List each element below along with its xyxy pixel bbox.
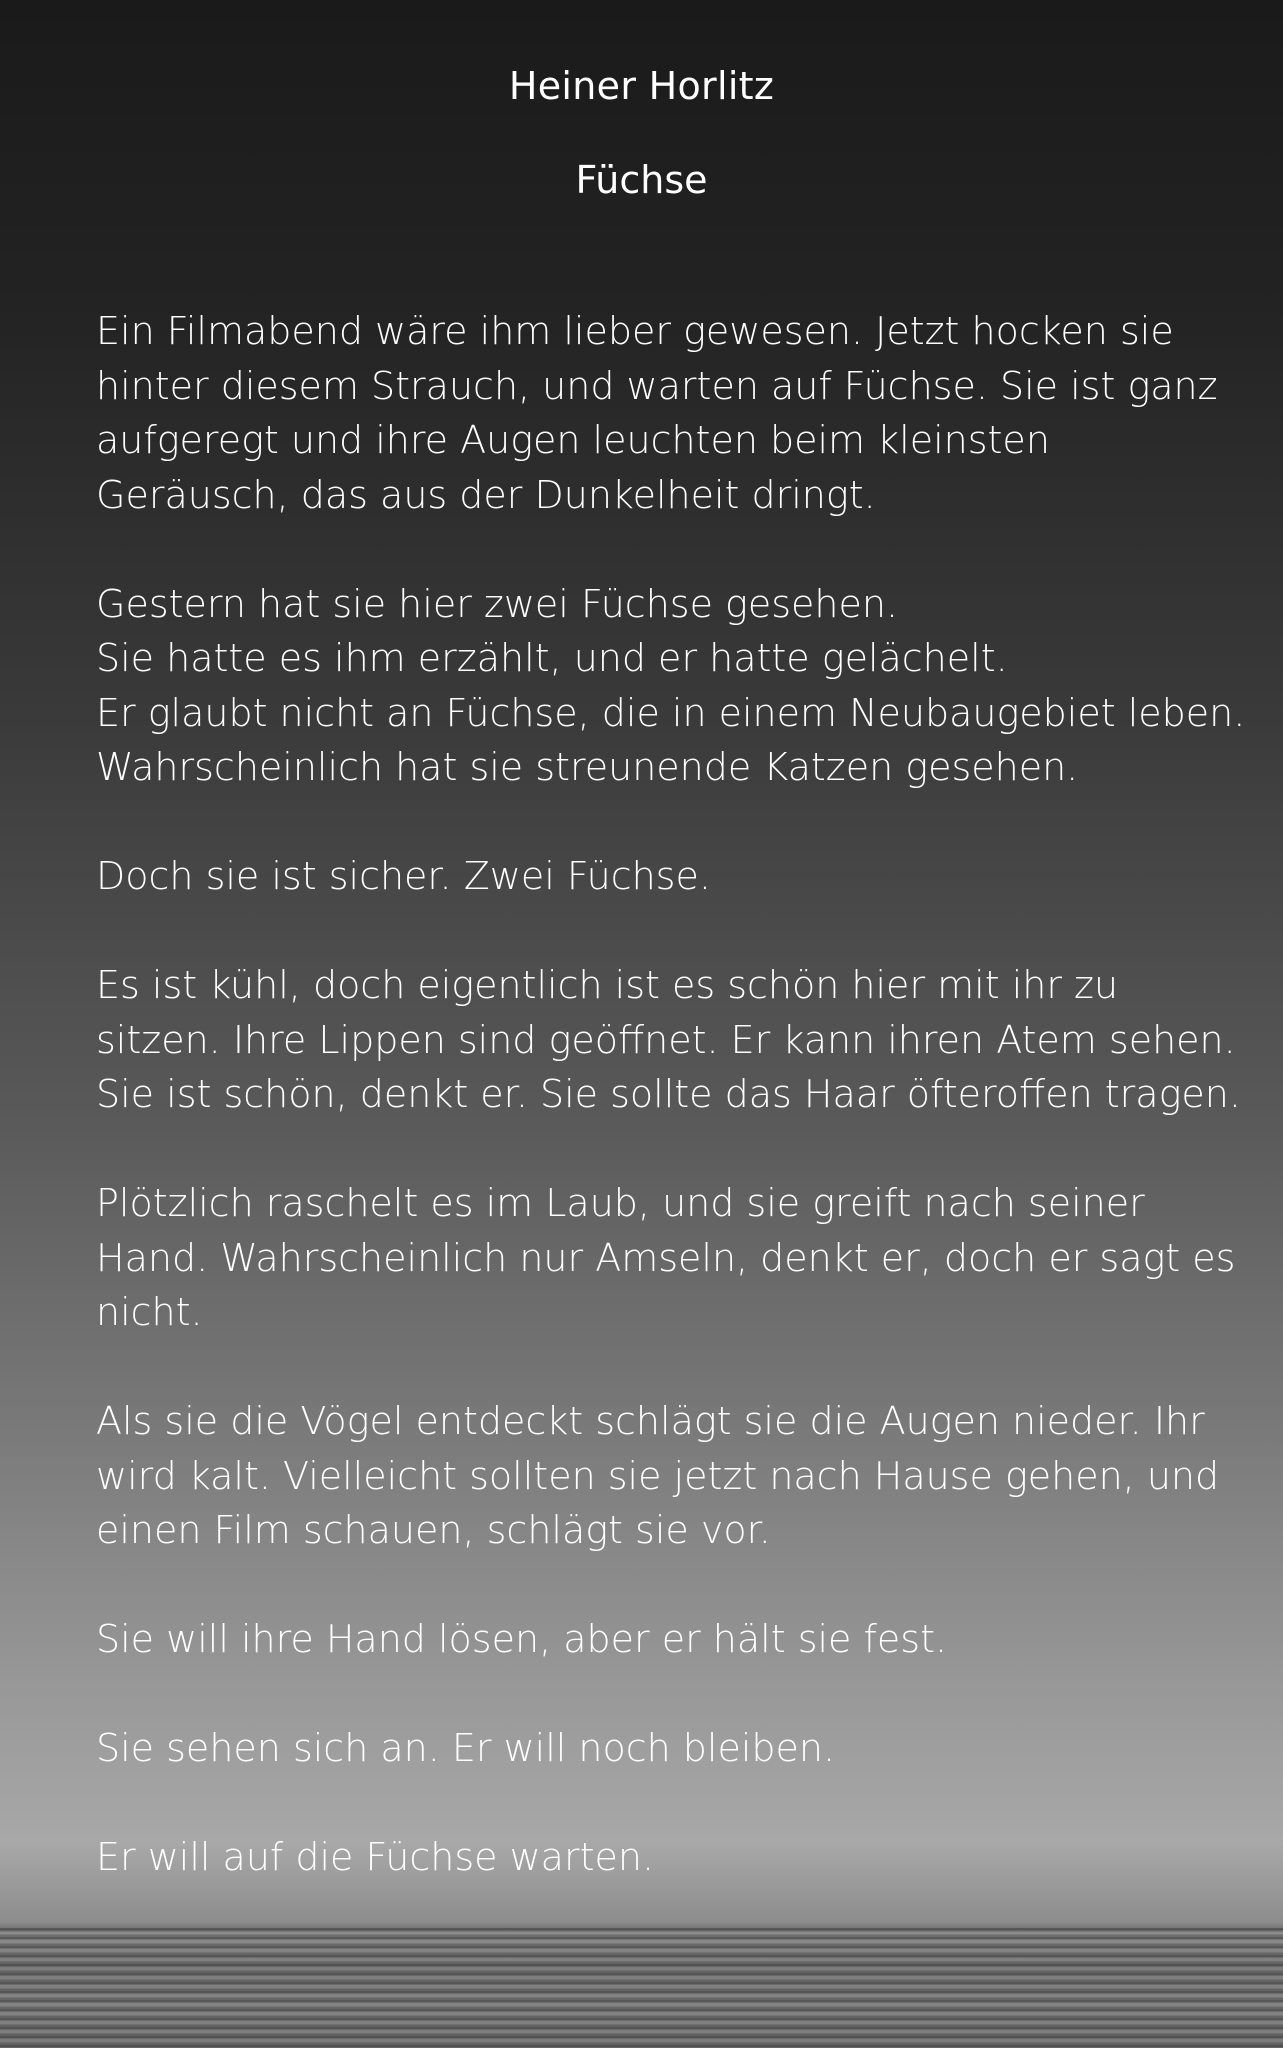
text-line: Er glaubt nicht an Füchse, die in einem Neubaugebiet leben. [96, 690, 1246, 735]
paragraph-9 [96, 1830, 1256, 1885]
paragraph-8 [96, 1721, 1256, 1776]
text-line: Er will auf die Füchse warten. [96, 1835, 655, 1879]
text-line: Sie ist schön, denkt er. Sie sollte das Haar öfteroffen tragen. [96, 1072, 1241, 1116]
paragraph-3 [96, 849, 1256, 904]
text-line: Plötzlich raschelt es im Laub, und sie greift nach seiner [96, 1181, 1145, 1225]
sea-background [0, 1928, 1283, 2048]
paragraph-7 [96, 1612, 1256, 1667]
text-line: aufgeregt und ihre Augen leuchten beim kleinsten [96, 418, 1050, 462]
text-line: Als sie die Vögel entdeckt schlägt sie die Augen nieder. Ihr [96, 1399, 1205, 1443]
paragraph-5 [96, 1176, 1256, 1340]
text-line: Hand. Wahrscheinlich nur Amseln, denkt er, doch er sagt es [96, 1235, 1236, 1280]
text-line: Wahrscheinlich hat sie streunende Katzen gesehen. [96, 745, 1079, 789]
text-line: nicht. [96, 1290, 203, 1334]
text-line: einen Film schauen, schlägt sie vor. [96, 1508, 771, 1552]
text-line: Gestern hat sie hier zwei Füchse gesehen. [96, 581, 899, 626]
text-line: Es ist kühl, doch eigentlich ist es schön hier mit ihr zu [96, 963, 1119, 1007]
text-line: Doch sie ist sicher. Zwei Füchse. [96, 854, 711, 898]
text-line: Sie will ihre Hand lösen, aber er hält sie fest. [96, 1617, 948, 1661]
author-name: Heiner Horlitz [508, 64, 775, 108]
text-line: hinter diesem Strauch, und warten auf Füchse. Sie ist ganz [96, 363, 1218, 408]
text-line: wird kalt. Vielleicht sollten sie jetzt nach Hause gehen, und [96, 1453, 1220, 1498]
paragraph-2 [96, 577, 1256, 795]
text-line: sitzen. Ihre Lippen sind geöffnet. Er kann ihren Atem sehen. [96, 1017, 1236, 1062]
text-line: Sie sehen sich an. Er will noch bleiben. [96, 1726, 836, 1770]
paragraph-6 [96, 1394, 1256, 1558]
text-line: Geräusch, das aus der Dunkelheit dringt. [96, 472, 876, 517]
paragraph-4 [96, 958, 1256, 1122]
text-line: Ein Filmabend wäre ihm lieber gewesen. Jetzt hocken sie [96, 309, 1174, 353]
paragraph-1 [96, 304, 1256, 522]
text-line: Sie hatte es ihm erzählt, und er hatte gelächelt. [96, 636, 1008, 680]
story-text [96, 304, 1256, 1939]
story-title: Füchse [575, 158, 708, 202]
